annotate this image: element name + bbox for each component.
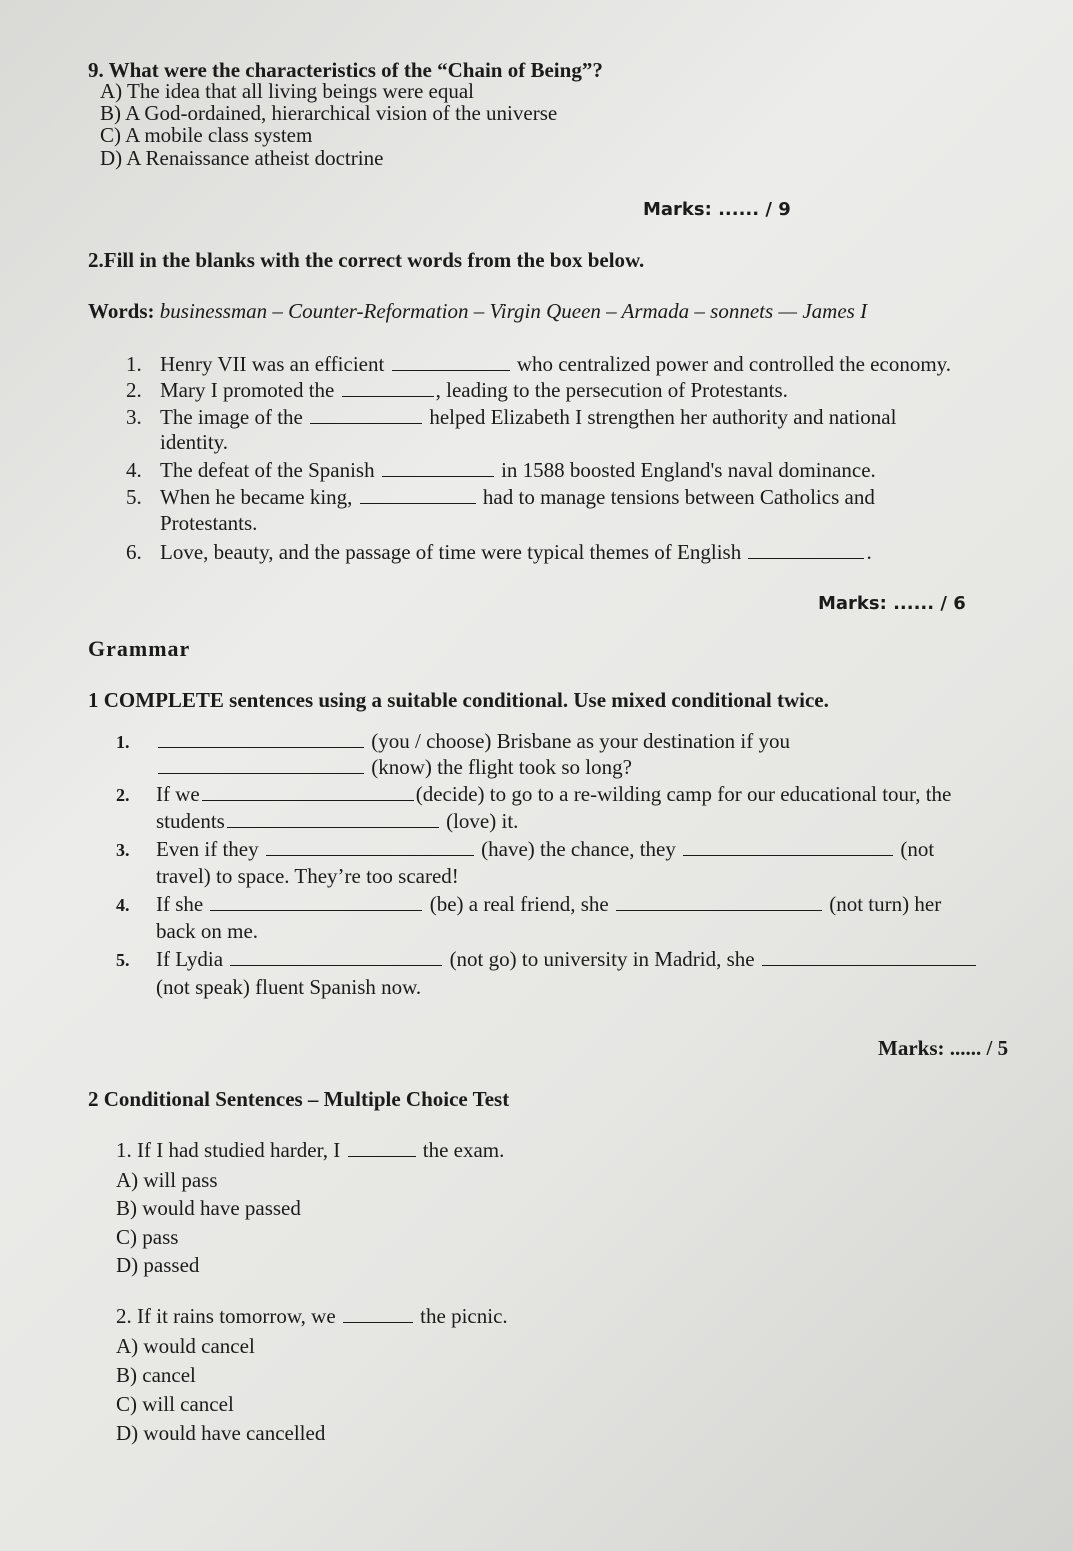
fill-item-number: 2. — [126, 378, 142, 402]
q9-option-a: A) The idea that all living beings were equal — [100, 79, 474, 103]
ex2-q1-option-a: A) will pass — [116, 1168, 218, 1192]
ex1-number: 2. — [116, 785, 130, 805]
ex2-question-1 — [116, 1138, 504, 1162]
fill-item-6 — [126, 540, 872, 564]
fill-item-number: 3. — [126, 405, 142, 429]
fill-blank-3[interactable] — [310, 422, 422, 424]
ex1-sentence-3-line2: travel) to space. They’re too scared! — [156, 864, 459, 888]
ex2-heading: 2 Conditional Sentences – Multiple Choice Test — [88, 1087, 510, 1111]
ex1-blank-4b[interactable] — [616, 909, 822, 911]
ex1-number: 1. — [116, 732, 130, 752]
fill-item-5 — [126, 485, 875, 509]
ex2-question-text: 1. If I had studied harder, I — [116, 1138, 341, 1162]
q9-option-b: B) A God-ordained, hierarchical vision of the universe — [100, 101, 558, 125]
fill-item-2 — [126, 378, 788, 402]
fill-item-text: who centralized power and controlled the economy. — [516, 352, 952, 376]
ex2-blank-1[interactable] — [348, 1155, 416, 1157]
ex2-q2-option-a: A) would cancel — [116, 1334, 255, 1358]
ex1-text: students — [156, 809, 225, 833]
ex1-sentence-1 — [116, 729, 790, 754]
ex2-question-2 — [116, 1304, 508, 1328]
ex2-q1-option-b: B) would have passed — [116, 1196, 301, 1220]
q9-option-d: D) A Renaissance atheist doctrine — [100, 146, 384, 170]
fill-item-number: 1. — [126, 352, 142, 376]
word-box-list: businessman – Counter-Reformation – Virgin Queen – Armada – sonnets — James I — [159, 299, 868, 323]
ex1-text: (be) a real friend, she — [429, 892, 609, 916]
fill-item-text: in 1588 boosted England's naval dominance. — [501, 458, 876, 482]
ex1-sentence-1-line2 — [156, 755, 632, 779]
fill-item-text: , leading to the persecution of Protestants. — [435, 378, 788, 402]
ex1-number: 4. — [116, 895, 130, 915]
fill-item-text: helped Elizabeth I strengthen her authority and national — [429, 405, 897, 429]
fill-item-text: Henry VII was an efficient — [160, 352, 385, 376]
ex1-text: (you / choose) Brisbane as your destination if you — [371, 729, 790, 753]
fill-blank-2[interactable] — [342, 395, 434, 397]
ex1-sentence-4 — [116, 892, 941, 917]
ex1-blank-2b[interactable] — [227, 826, 439, 828]
ex2-q2-option-c: C) will cancel — [116, 1392, 234, 1416]
fill-blank-6[interactable] — [748, 557, 864, 559]
ex2-question-text: the exam. — [422, 1138, 505, 1162]
ex1-blank-3b[interactable] — [683, 854, 893, 856]
ex1-text: (have) the chance, they — [481, 837, 676, 861]
ex1-text: If she — [156, 892, 204, 916]
ex1-text: (not — [900, 837, 935, 861]
fill-marks: Marks: ...... / 6 — [818, 593, 966, 614]
fill-item-text: Love, beauty, and the passage of time were typical themes of English — [160, 540, 742, 564]
ex1-sentence-4-line2: back on me. — [156, 919, 259, 943]
fill-item-number: 4. — [126, 458, 142, 482]
grammar-title: Grammar — [88, 636, 191, 661]
ex2-q2-option-d: D) would have cancelled — [116, 1421, 326, 1445]
fill-item-3-continuation: identity. — [160, 430, 229, 454]
ex1-text: (decide) to go to a re-wilding camp for our educational tour, the — [415, 782, 952, 806]
ex1-blank-1b[interactable] — [158, 772, 364, 774]
fill-item-number: 5. — [126, 485, 142, 509]
ex1-marks: Marks: ...... / 5 — [878, 1036, 1009, 1060]
ex2-question-text: the picnic. — [420, 1304, 508, 1328]
fill-item-text: When he became king, — [160, 485, 353, 509]
fill-item-text: had to manage tensions between Catholics and — [482, 485, 875, 509]
ex1-sentence-2-line2 — [156, 809, 518, 833]
q9-option-c: C) A mobile class system — [100, 123, 313, 147]
ex1-sentence-5 — [116, 947, 978, 972]
ex1-text: If we — [156, 782, 200, 806]
ex1-text: (know) the flight took so long? — [371, 755, 632, 779]
ex1-blank-5b[interactable] — [762, 964, 976, 966]
q9-marks: Marks: ...... / 9 — [643, 199, 791, 220]
fill-item-number: 6. — [126, 540, 142, 564]
fill-blank-5[interactable] — [360, 502, 476, 504]
word-box-label: Words: — [88, 299, 155, 323]
ex1-sentence-2 — [116, 782, 951, 807]
fill-heading: 2.Fill in the blanks with the correct words from the box below. — [88, 248, 645, 272]
word-box — [88, 299, 867, 323]
ex1-blank-2a[interactable] — [202, 799, 414, 801]
ex2-question-text: 2. If it rains tomorrow, we — [116, 1304, 336, 1328]
fill-item-5-continuation: Protestants. — [160, 511, 258, 535]
ex1-text: Even if they — [156, 837, 259, 861]
ex1-blank-4a[interactable] — [210, 909, 422, 911]
ex1-sentence-3 — [116, 837, 934, 862]
fill-item-text: The defeat of the Spanish — [160, 458, 375, 482]
ex1-sentence-5-line2: (not speak) fluent Spanish now. — [156, 975, 422, 999]
ex1-blank-5a[interactable] — [230, 964, 442, 966]
fill-item-text: . — [866, 540, 872, 564]
fill-item-1 — [126, 352, 951, 376]
ex2-blank-2[interactable] — [343, 1321, 413, 1323]
ex2-q1-option-c: C) pass — [116, 1225, 179, 1249]
ex1-number: 3. — [116, 840, 130, 860]
fill-item-text: The image of the — [160, 405, 303, 429]
fill-item-3 — [126, 405, 896, 429]
ex1-blank-3a[interactable] — [266, 854, 474, 856]
ex2-q2-option-b: B) cancel — [116, 1363, 196, 1387]
ex1-blank-1a[interactable] — [158, 746, 364, 748]
ex1-text: (not turn) her — [829, 892, 942, 916]
fill-blank-4[interactable] — [382, 475, 494, 477]
ex1-heading: 1 COMPLETE sentences using a suitable conditional. Use mixed conditional twice. — [88, 688, 829, 712]
q9-question: 9. What were the characteristics of the “Chain of Being”? — [88, 58, 603, 82]
ex1-text: (love) it. — [446, 809, 519, 833]
fill-item-4 — [126, 458, 876, 482]
ex1-text: If Lydia — [156, 947, 224, 971]
ex2-q1-option-d: D) passed — [116, 1253, 200, 1277]
ex1-text: (not go) to university in Madrid, she — [449, 947, 755, 971]
fill-item-text: Mary I promoted the — [160, 378, 335, 402]
ex1-number: 5. — [116, 950, 130, 970]
fill-blank-1[interactable] — [392, 369, 510, 371]
